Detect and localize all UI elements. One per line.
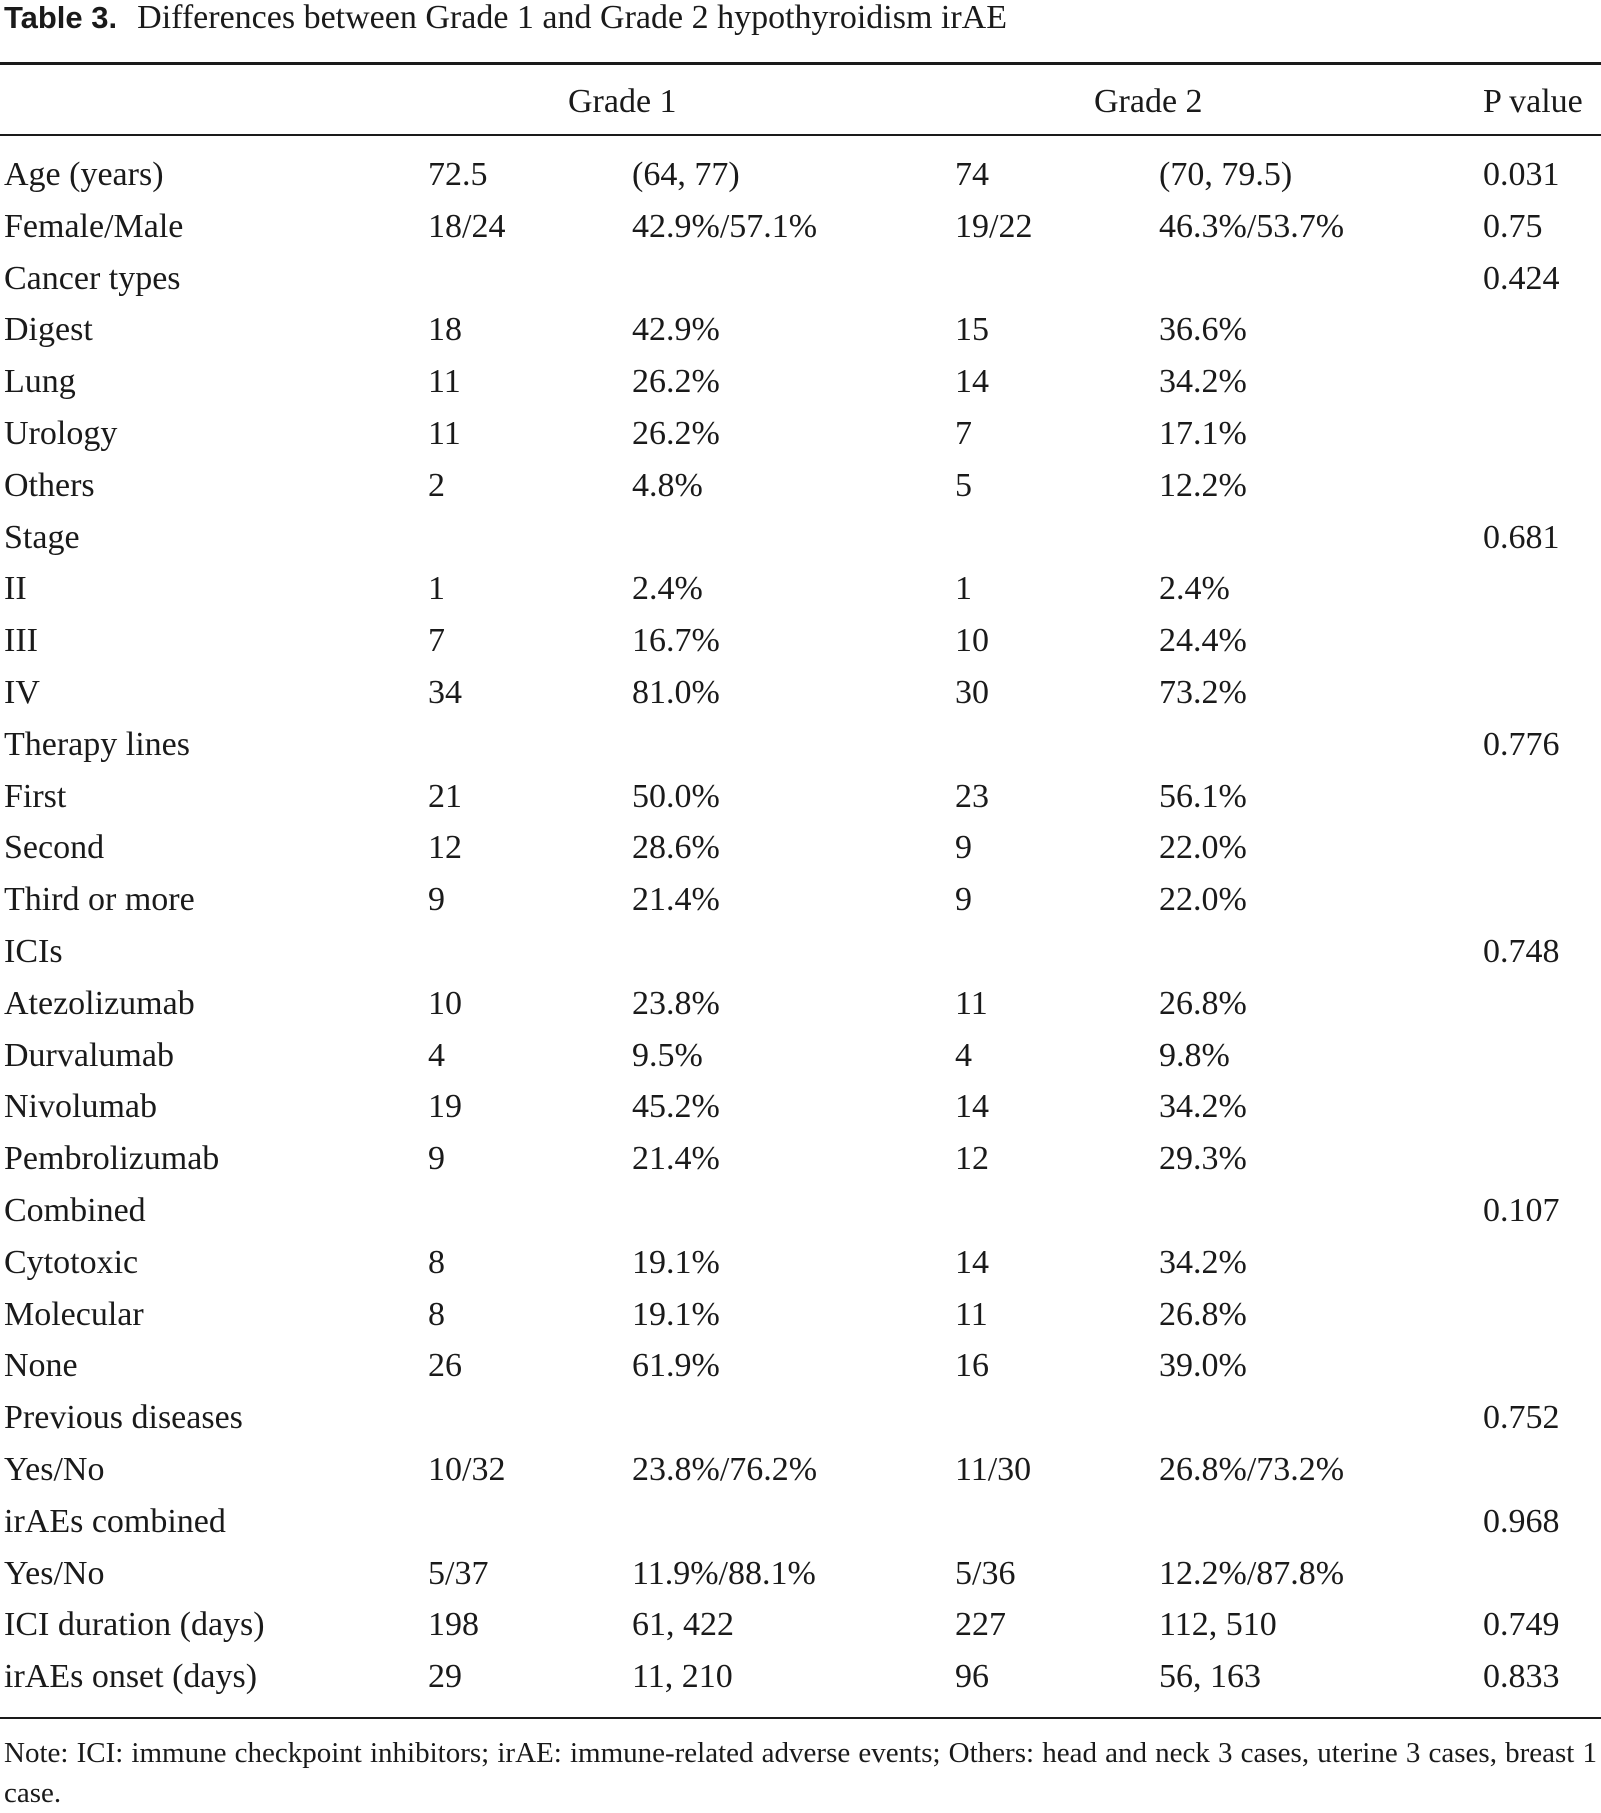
table-row: [0, 1501, 1601, 1553]
table-row: [0, 827, 1601, 879]
grade2-count: 12: [955, 1140, 989, 1178]
grade1-count: 18/24: [428, 207, 506, 245]
grade1-count: 12: [428, 829, 462, 867]
bottom-rule: [0, 1717, 1601, 1719]
grade2-count: 227: [955, 1606, 1006, 1644]
table-header: [0, 82, 1601, 122]
grade2-percent: 73.2%: [1159, 673, 1247, 711]
grade2-count: 74: [955, 156, 989, 193]
grade2-percent: 36.6%: [1159, 311, 1247, 349]
grade2-count: 5/36: [955, 1554, 1016, 1592]
grade2-count: 23: [955, 777, 989, 815]
p-value: 0.748: [1483, 932, 1560, 970]
table-row: [0, 465, 1601, 517]
p-value: 0.749: [1483, 1606, 1560, 1644]
grade1-count: 8: [428, 1243, 445, 1281]
row-label: Digest: [4, 311, 93, 349]
grade2-count: 16: [955, 1347, 989, 1385]
row-label: Previous diseases: [4, 1399, 243, 1437]
table-row: [0, 1242, 1601, 1294]
header-rule: [0, 134, 1601, 136]
grade1-percent: 28.6%: [632, 829, 720, 867]
row-label: Cancer types: [4, 259, 181, 297]
table-row: [0, 1604, 1601, 1656]
row-label: II: [4, 570, 27, 608]
grade1-count: 11: [428, 414, 461, 452]
table-row: [0, 154, 1601, 206]
grade1-percent: 26.2%: [632, 363, 720, 401]
table-label: Table 3.: [4, 0, 118, 35]
p-value: 0.833: [1483, 1658, 1560, 1696]
table-note: Note: ICI: immune checkpoint inhibitors; irAE: immune-related adverse events; Others: head and neck 3 cases, uterine 3 cases, breast 1 case.: [4, 1737, 1597, 1809]
grade1-percent: 23.8%/76.2%: [632, 1450, 818, 1488]
grade1-percent: 19.1%: [632, 1295, 720, 1333]
grade1-count: 21: [428, 777, 462, 815]
grade1-percent: 45.2%: [632, 1088, 720, 1126]
grade2-percent: 56, 163: [1159, 1658, 1261, 1696]
grade1-percent: 9.5%: [632, 1036, 703, 1074]
grade1-count: 7: [428, 622, 445, 660]
grade2-percent: 56.1%: [1159, 777, 1247, 815]
grade2-percent: 26.8%: [1159, 984, 1247, 1022]
table-row: [0, 1294, 1601, 1346]
grade1-percent: 11, 210: [632, 1658, 733, 1696]
grade1-count: 8: [428, 1295, 445, 1333]
grade1-percent: 21.4%: [632, 1140, 720, 1178]
table-row: [0, 1086, 1601, 1138]
row-label: Others: [4, 466, 95, 504]
grade1-percent: 61.9%: [632, 1347, 720, 1385]
grade2-percent: 39.0%: [1159, 1347, 1247, 1385]
grade2-percent: 112, 510: [1159, 1606, 1277, 1644]
table-row: [0, 879, 1601, 931]
grade1-percent: 2.4%: [632, 570, 703, 608]
row-label: None: [4, 1347, 78, 1385]
grade2-count: 1: [955, 570, 972, 608]
grade2-percent: 9.8%: [1159, 1036, 1230, 1074]
grade2-count: 14: [955, 1088, 989, 1126]
grade1-count: 9: [428, 881, 445, 919]
grade1-percent: 42.9%: [632, 311, 720, 349]
table-row: [0, 1190, 1601, 1242]
row-label: Atezolizumab: [4, 984, 195, 1022]
table-row: [0, 1035, 1601, 1087]
grade1-percent: 16.7%: [632, 622, 720, 660]
grade2-count: 9: [955, 829, 972, 867]
row-label: Nivolumab: [4, 1088, 157, 1126]
grade2-percent: 46.3%/53.7%: [1159, 207, 1345, 245]
row-label: Cytotoxic: [4, 1243, 139, 1281]
grade2-count: 11: [955, 984, 988, 1022]
row-label: First: [4, 777, 67, 815]
grade1-percent: 81.0%: [632, 673, 720, 711]
grade1-percent: 26.2%: [632, 414, 720, 452]
grade2-count: 11: [955, 1295, 988, 1333]
row-label: ICI duration (days): [4, 1606, 265, 1644]
table-row: [0, 1553, 1601, 1605]
table-row: [0, 258, 1601, 310]
row-label: Second: [4, 829, 105, 867]
grade1-count: 198: [428, 1606, 479, 1644]
grade1-count: 34: [428, 673, 462, 711]
table-row: [0, 931, 1601, 983]
table-title: Differences between Grade 1 and Grade 2 hypothyroidism irAE: [137, 0, 1007, 36]
grade1-count: 11: [428, 363, 461, 401]
row-label: ICIs: [4, 932, 63, 970]
top-rule: [0, 62, 1601, 65]
grade2-percent: 12.2%: [1159, 466, 1247, 504]
grade1-percent: 21.4%: [632, 881, 720, 919]
grade1-count: 72.5: [428, 156, 488, 193]
grade1-count: 9: [428, 1140, 445, 1178]
grade2-count: 5: [955, 466, 972, 504]
grade2-count: 9: [955, 881, 972, 919]
row-label: Stage: [4, 518, 80, 556]
row-label: Durvalumab: [4, 1036, 174, 1074]
table-row: [0, 517, 1601, 569]
grade1-percent: 19.1%: [632, 1243, 720, 1281]
row-label: Lung: [4, 363, 76, 401]
grade1-count: 10: [428, 984, 462, 1022]
table-row: [0, 309, 1601, 361]
grade2-count: 4: [955, 1036, 972, 1074]
row-label: Pembrolizumab: [4, 1140, 220, 1178]
row-label: III: [4, 622, 38, 660]
grade2-percent: 34.2%: [1159, 1088, 1247, 1126]
grade2-percent: 24.4%: [1159, 622, 1247, 660]
header-grade2: Grade 2: [1094, 83, 1203, 120]
grade2-count: 96: [955, 1658, 989, 1696]
header-grade1: Grade 1: [568, 83, 677, 120]
grade2-count: 10: [955, 622, 989, 660]
grade2-percent: 22.0%: [1159, 829, 1247, 867]
table-row: [0, 413, 1601, 465]
grade2-count: 15: [955, 311, 989, 349]
grade1-percent: 4.8%: [632, 466, 703, 504]
grade2-count: 19/22: [955, 207, 1033, 245]
grade1-percent: 61, 422: [632, 1606, 734, 1644]
p-value: 0.681: [1483, 518, 1560, 556]
grade2-count: 14: [955, 363, 989, 401]
table-caption: [4, 0, 1007, 36]
grade2-percent: 34.2%: [1159, 1243, 1247, 1281]
row-label: Molecular: [4, 1295, 144, 1333]
row-label: Female/Male: [4, 207, 184, 245]
row-label: Therapy lines: [4, 725, 190, 763]
table-row: [0, 1138, 1601, 1190]
grade1-count: 19: [428, 1088, 462, 1126]
grade1-count: 1: [428, 570, 445, 608]
grade1-percent: 11.9%/88.1%: [632, 1554, 816, 1592]
table-row: [0, 1656, 1601, 1708]
row-label: Yes/No: [4, 1554, 105, 1592]
row-label: irAEs onset (days): [4, 1658, 258, 1696]
grade1-percent: 42.9%/57.1%: [632, 207, 818, 245]
row-label: Age (years): [4, 156, 164, 193]
grade1-count: 4: [428, 1036, 445, 1074]
table-row: [0, 1345, 1601, 1397]
p-value: 0.75: [1483, 207, 1543, 245]
row-label: Third or more: [4, 881, 195, 919]
p-value: 0.968: [1483, 1502, 1560, 1540]
table-row: [0, 361, 1601, 413]
table-row: [0, 206, 1601, 258]
row-label: irAEs combined: [4, 1502, 226, 1540]
table-row: [0, 1397, 1601, 1449]
grade2-percent: 29.3%: [1159, 1140, 1247, 1178]
grade2-count: 11/30: [955, 1450, 1032, 1488]
grade2-percent: 26.8%/73.2%: [1159, 1450, 1345, 1488]
table-row: [0, 1449, 1601, 1501]
p-value: 0.031: [1483, 156, 1560, 193]
grade1-percent: 50.0%: [632, 777, 720, 815]
table-row: [0, 568, 1601, 620]
table-body: [0, 154, 1601, 1708]
grade1-count: 10/32: [428, 1450, 506, 1488]
table-row: [0, 776, 1601, 828]
grade2-percent: 26.8%: [1159, 1295, 1247, 1333]
grade2-count: 14: [955, 1243, 989, 1281]
row-label: Yes/No: [4, 1450, 105, 1488]
grade1-count: 26: [428, 1347, 462, 1385]
grade1-percent: 23.8%: [632, 984, 720, 1022]
p-value: 0.752: [1483, 1399, 1560, 1437]
header-p-value: P value: [1483, 83, 1583, 120]
grade1-count: 5/37: [428, 1554, 489, 1592]
row-label: Combined: [4, 1191, 146, 1229]
table-row: [0, 724, 1601, 776]
grade2-percent: 22.0%: [1159, 881, 1247, 919]
grade2-count: 7: [955, 414, 972, 452]
table-row: [0, 672, 1601, 724]
grade1-percent: (64, 77): [632, 156, 740, 193]
row-label: Urology: [4, 414, 118, 452]
p-value: 0.424: [1483, 259, 1560, 297]
grade2-percent: 34.2%: [1159, 363, 1247, 401]
table-row: [0, 620, 1601, 672]
grade1-count: 2: [428, 466, 445, 504]
grade2-percent: (70, 79.5): [1159, 156, 1293, 193]
grade2-count: 30: [955, 673, 989, 711]
grade1-count: 18: [428, 311, 462, 349]
grade1-count: 29: [428, 1658, 462, 1696]
p-value: 0.107: [1483, 1191, 1560, 1229]
row-label: IV: [4, 673, 40, 711]
grade2-percent: 12.2%/87.8%: [1159, 1554, 1345, 1592]
grade2-percent: 2.4%: [1159, 570, 1230, 608]
p-value: 0.776: [1483, 725, 1560, 763]
table-row: [0, 983, 1601, 1035]
grade2-percent: 17.1%: [1159, 414, 1247, 452]
